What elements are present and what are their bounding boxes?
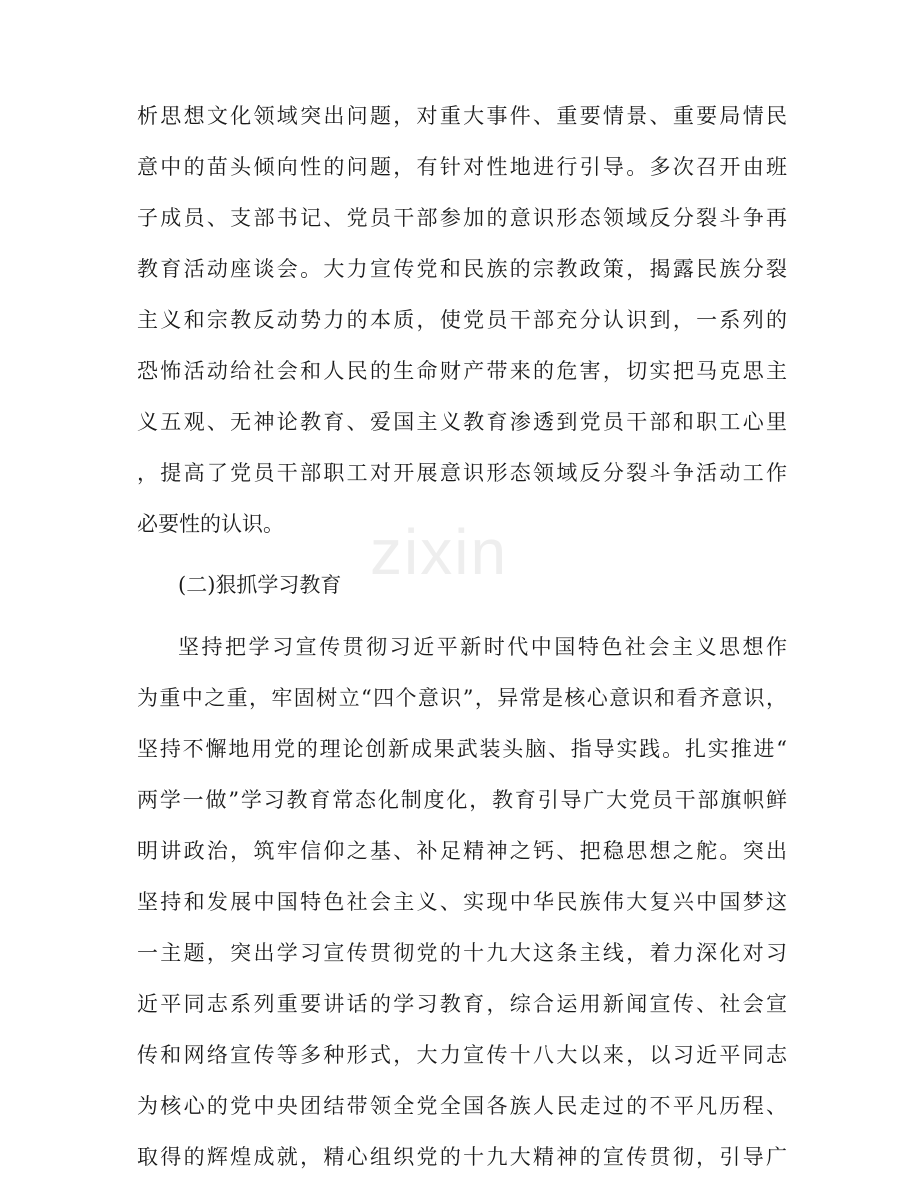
paragraph-2-line: 为核心的党中央团结带领全党全国各族人民走过的不平凡历程、 xyxy=(137,1094,787,1118)
paragraph-2-line: 近平同志系列重要讲话的学习教育，综合运用新闻宣传、社会宣 xyxy=(137,992,787,1016)
paragraph-2-line: 坚持和发展中国特色社会主义、实现中华民族伟大复兴中国梦这 xyxy=(137,890,787,914)
paragraph-2-line: 坚持把学习宣传贯彻习近平新时代中国特色社会主义思想作 xyxy=(178,635,787,659)
paragraph-2-line: 传和网络宣传等多种形式，大力宣传十八大以来，以习近平同志 xyxy=(137,1043,787,1067)
paragraph-2-line: 一主题，突出学习宣传贯彻党的十九大这条主线，着力深化对习 xyxy=(137,941,787,965)
paragraph-1-line: ，提高了党员干部职工对开展意识形态领域反分裂斗争活动工作 xyxy=(137,461,787,485)
paragraph-1-line: 必要性的认识。 xyxy=(137,512,284,536)
paragraph-1-line: 义五观、无神论教育、爱国主义教育渗透到党员干部和职工心里 xyxy=(137,410,787,434)
section-heading: (二)狠抓学习教育 xyxy=(178,573,342,597)
paragraph-2-line: 为重中之重，牢固树立“四个意识”，异常是核心意识和看齐意识， xyxy=(137,686,787,710)
paragraph-1-line: 意中的苗头倾向性的问题，有针对性地进行引导。多次召开由班 xyxy=(137,155,787,179)
paragraph-1-line: 教育活动座谈会。大力宣传党和民族的宗教政策，揭露民族分裂 xyxy=(137,257,787,281)
paragraph-1-line: 析思想文化领域突出问题，对重大事件、重要情景、重要局情民 xyxy=(137,104,787,128)
paragraph-1-line: 子成员、支部书记、党员干部参加的意识形态领域反分裂斗争再 xyxy=(137,206,787,230)
paragraph-1-line: 主义和宗教反动势力的本质，使党员干部充分认识到，一系列的 xyxy=(137,308,787,332)
paragraph-2-line: 坚持不懈地用党的理论创新成果武装头脑、指导实践。扎实推进“ xyxy=(137,737,787,761)
paragraph-2-line: 取得的辉煌成就，精心组织党的十九大精神的宣传贯彻，引导广 xyxy=(137,1145,787,1169)
paragraph-1-line: 恐怖活动给社会和人民的生命财产带来的危害，切实把马克思主 xyxy=(137,359,787,383)
watermark: zixin xyxy=(370,516,509,588)
paragraph-2-line: 两学一做”学习教育常态化制度化，教育引导广大党员干部旗帜鲜 xyxy=(137,788,787,812)
paragraph-2-line: 明讲政治，筑牢信仰之基、补足精神之钙、把稳思想之舵。突出 xyxy=(137,839,787,863)
